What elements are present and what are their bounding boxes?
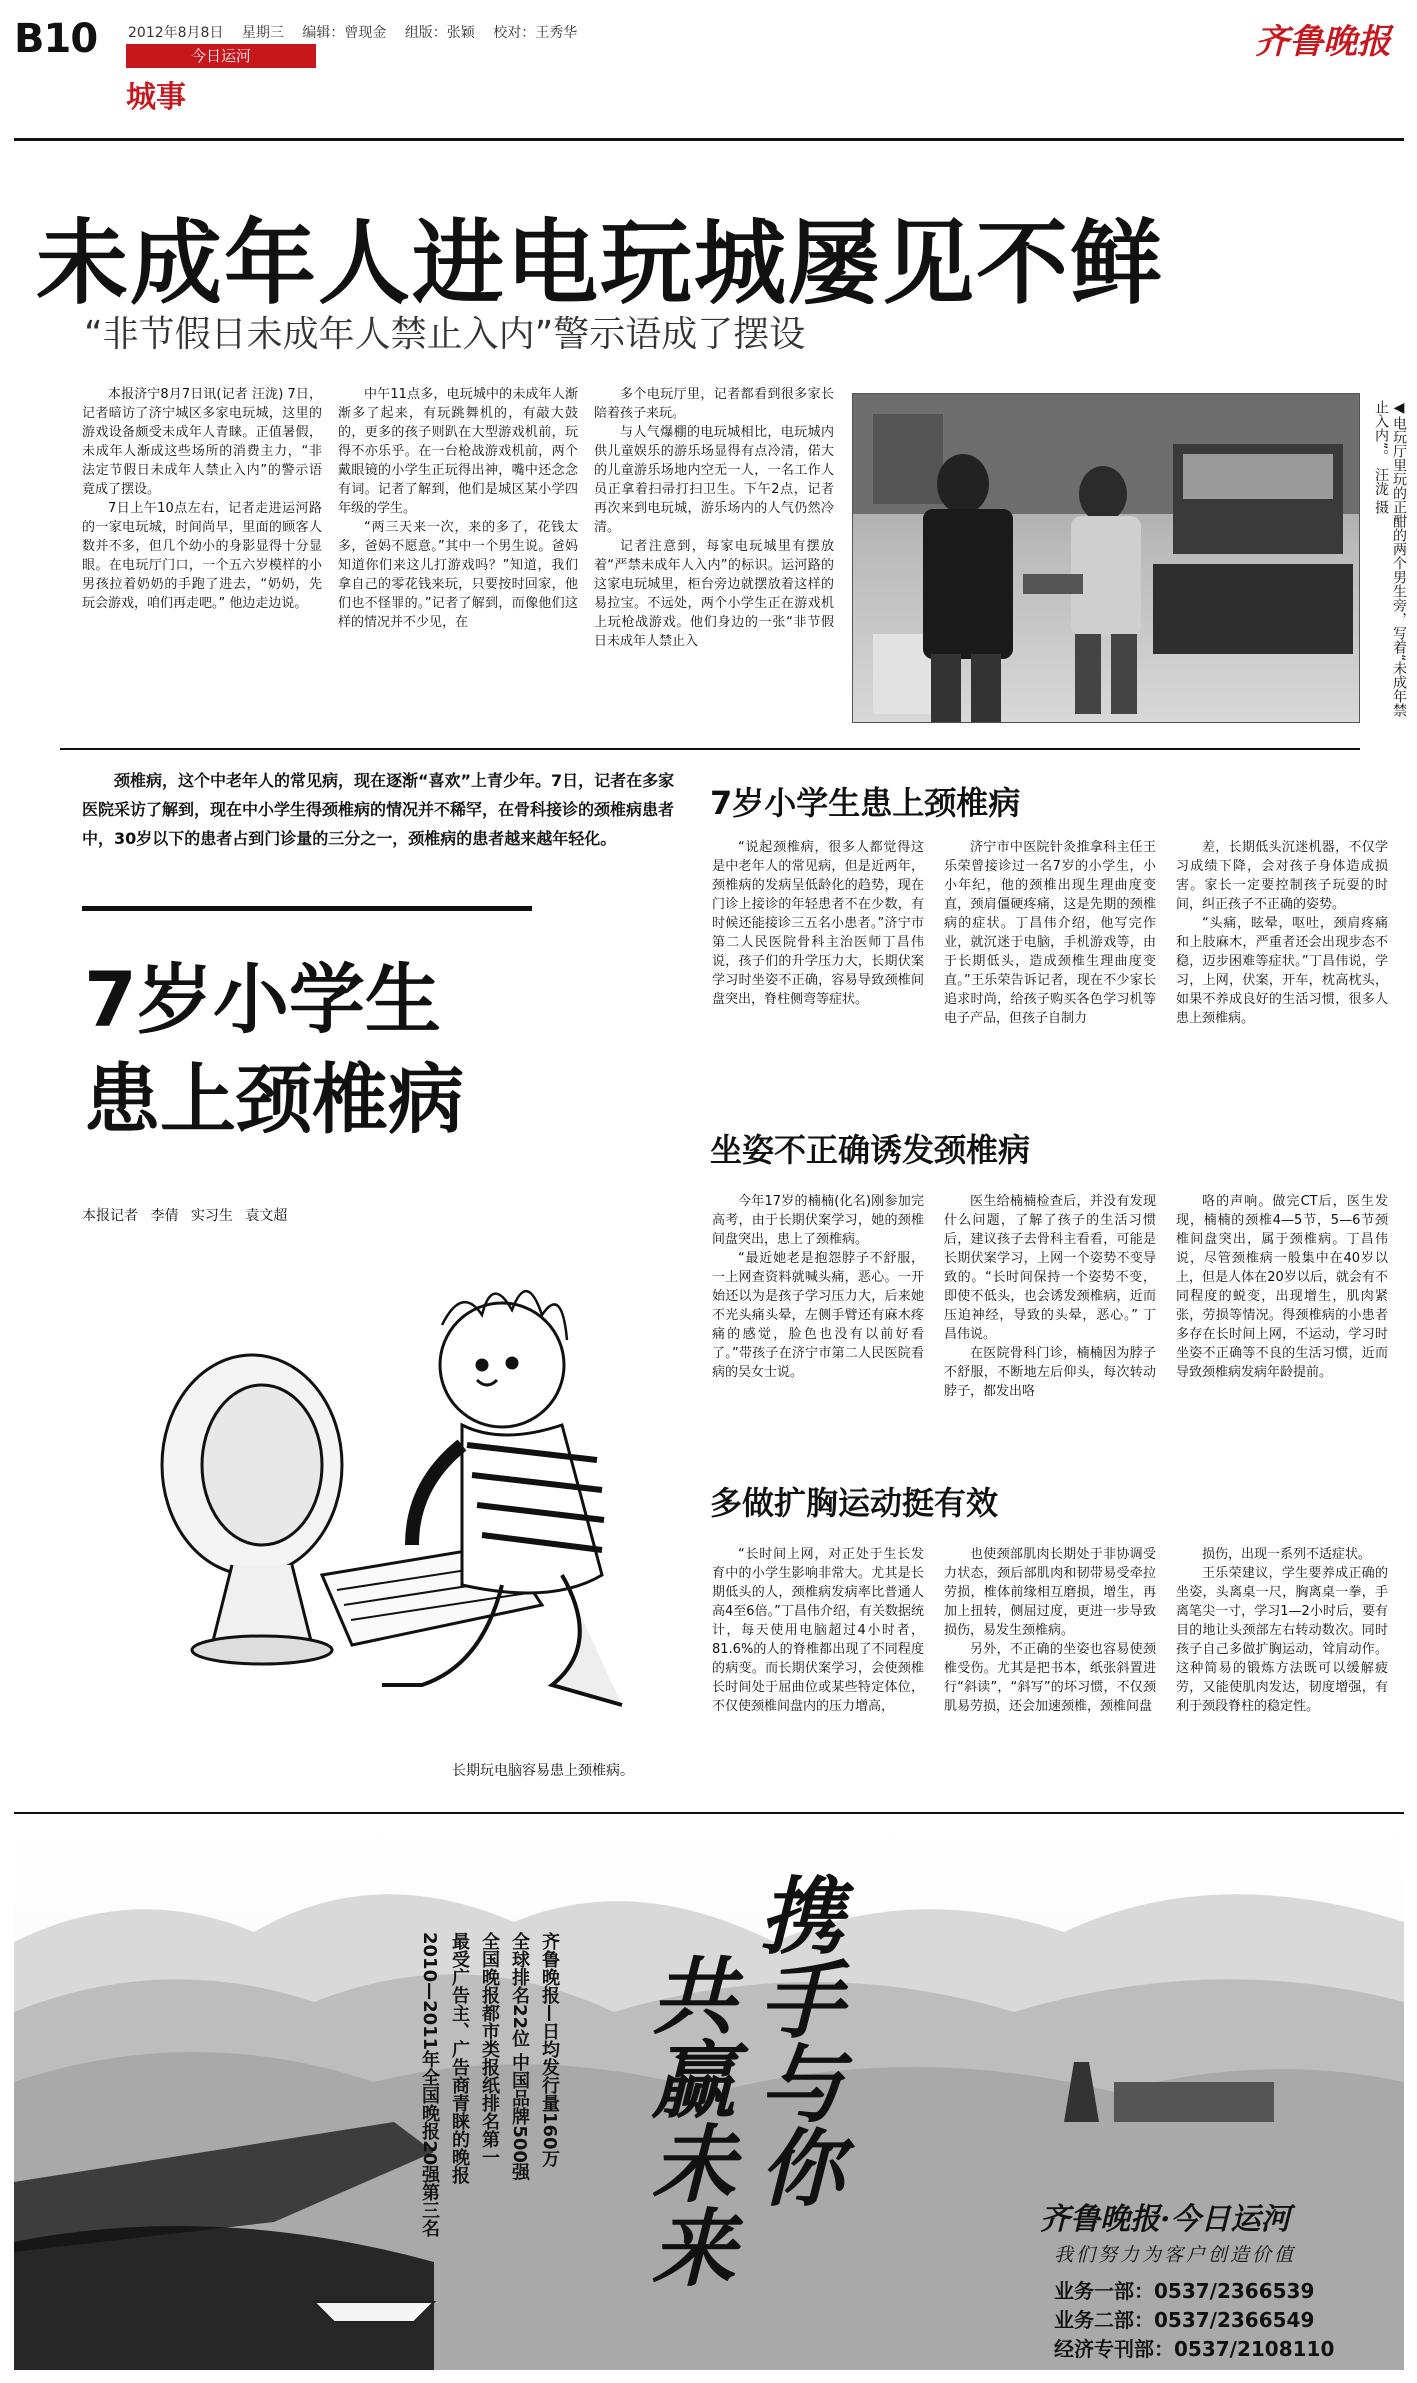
- child-at-computer-illustration: [82, 1245, 672, 1755]
- sub2-col1: 今年17岁的楠楠(化名)刚参加完高考，由于长期伏案学习，她的颈椎间盘突出，患上了颈椎病。 “最近她老是抱怨脖子不舒服，一上网查资料就喊头痛，恶心。一开始还以为是孩子学习压力大，后来她不光头痛头晕，左侧手臂还有麻木疼痛的感觉，脸色也没有以前好看了。”带孩子在济宁市第二人民医院看病的吴女士说。: [712, 1194, 924, 1380]
- story2-lead: 颈椎病，这个中老年人的常见病，现在逐渐“喜欢”上青少年。7日，记者在多家医院采访了解到，现在中小学生得颈椎病的情况并不稀罕，在骨科接诊的颈椎病患者中，30岁以下的患者占到门诊量的三分之一，颈椎病的患者越来越年轻化。: [82, 771, 675, 848]
- sub1-col3: 差，长期低头沉迷机器，不仅学习成绩下降，会对孩子身体造成损害。家长一定要控制孩子玩耍的时间，纠正孩子不正确的姿势。 “头痛，眩晕，呕吐，颈肩疼痛和上肢麻木，严重者还会出现步态不稳，迈步困难等症状。”丁昌伟说，学习，上网，伏案，开车，枕高枕头，如果不养成良好的生活习惯，很多人患上颈椎病。: [1176, 840, 1388, 1026]
- page-number: B10: [14, 16, 98, 62]
- ad-calligraphy-2: 共赢未来: [638, 1952, 737, 2288]
- header-divider: [14, 138, 1404, 141]
- ad-contacts: [1054, 2277, 1334, 2364]
- story1-title: 未成年人进电玩城屡见不鲜: [36, 210, 1165, 317]
- ad-claims: 齐鲁晚报—日均发行量160万 全球排名22位 中国品牌500强 全国晚报都市类报纸排名第一 最受广告主、广告商青睐的晚报 2010—2011年全国晚报20强第三名: [419, 1932, 560, 2238]
- contact-dept-2: 业务二部：0537/2366549: [1054, 2308, 1315, 2332]
- sub1-col2: 济宁市中医院针灸推拿科主任王乐荣曾接诊过一名7岁的小学生，小小年纪，他的颈椎出现生理曲度变直，颈肩僵硬疼痛，这是先期的颈椎病的症状。丁昌伟介绍，他写完作业，就沉迷于电脑，手机游戏等，由于长期低头，造成颈椎生理曲度变直。”王乐荣告诉记者，现在不少家长追求时尚，给孩子购买各色学习机等电子产品，但孩子自制力: [944, 840, 1156, 1026]
- sub3-col1: “长时间上网，对正处于生长发育中的小学生影响非常大。尤其是长期低头的人，颈椎病发病率比普通人高4至6倍。”丁昌伟介绍，有关数据统计，每天使用电脑超过4小时者，81.6%的人的脊椎都出现了不同程度的病变。而长期伏案学习，会使颈椎长时间处于屈曲位或某些特定体位，不仅使颈椎间盘内的压力增高，: [712, 1547, 924, 1714]
- ad-slogan: 我们努力为客户创造价值: [1054, 2244, 1297, 2266]
- sub1-col1: “说起颈椎病，很多人都觉得这是中老年人的常见病，但是近两年，颈椎病的发病呈低龄化的趋势，现在门诊上接诊的年轻患者不在少数，有时候还能接诊三五名小患者。”济宁市第二人民医院骨科主治医师丁昌伟说，孩子们的升学压力大，长期伏案学习时坐姿不正确，容易导致颈椎间盘突出，脊柱侧弯等症状。: [712, 840, 924, 1007]
- section-title: 城事: [126, 80, 186, 115]
- ad-calligraphy-1: 携手与你: [746, 1872, 845, 2208]
- masthead-logo: 齐鲁晚报: [1255, 22, 1391, 62]
- contact-dept-3: 经济专刊部：0537/2108110: [1054, 2337, 1335, 2361]
- contact-dept-1: 业务一部：0537/2366539: [1054, 2279, 1315, 2303]
- sub1-title: 7岁小学生患上颈椎病: [710, 784, 1021, 822]
- illustration-caption: 长期玩电脑容易患上颈椎病。: [452, 1763, 634, 1779]
- advertisement: [14, 1822, 1404, 2370]
- story-divider: [60, 748, 1360, 750]
- story1-col2: 中午11点多，电玩城中的未成年人渐渐多了起来，有玩跳舞机的，有敲大鼓的，更多的孩子则趴在大型游戏机前，玩得不亦乐乎。在一台枪战游戏机前，两个戴眼镜的小学生正玩得出神，嘴中还念念有词。记者了解到，他们是城区某小学四年级的学生。 “两三天来一次，来的多了，花钱太多，爸妈不愿意。”其中一个男生说。爸妈知道你们来这儿打游戏吗？”知道，我们拿自己的零花钱来玩，只要按时回家，他们也不怪罪的。”记者了解到，而像他们这样的情况并不少见，在: [338, 387, 578, 630]
- ad-top-rule: [14, 1812, 1404, 1814]
- story1-col3: 多个电玩厅里，记者都看到很多家长陪着孩子来玩。 与人气爆棚的电玩城相比，电玩城内供儿童娱乐的游乐场显得有点冷清，偌大的儿童游乐场地内空无一人，一名工作人员正拿着扫帚打扫卫生。下午2点，记者再次来到电玩城，游乐场内的人气仍然冷清。 记者注意到，每家电玩城里有摆放着“严禁未成年人入内”的标识。运河路的这家电玩城里，柜台旁边就摆放着这样的易拉宝。不远处，两个小学生正在游戏机上玩枪战游戏。他们身边的一张“非节假日未成年人禁止入: [594, 387, 834, 649]
- lead-underline: [82, 906, 532, 911]
- arcade-photo-scene: [853, 394, 1360, 723]
- sub3-col3: 损伤，出现一系列不适症状。 王乐荣建议，学生要养成正确的坐姿，头离桌一尺，胸离桌一拳，手离笔尖一寸，学习1—2小时后，要有目的地让头颈部左右转动数次。同时孩子自己多做扩胸运动，耸肩动作。这种简易的锻炼方法既可以缓解疲劳，又能使肌肉发达，韧度增强，有利于颈段脊柱的稳定性。: [1176, 1547, 1388, 1714]
- illustration-box: [82, 1245, 672, 1785]
- story2-byline: 本报记者 李倩 实习生 袁文超: [82, 1208, 288, 1224]
- arcade-photo: [852, 393, 1360, 723]
- header-meta: 2012年8月8日 星期三 编辑：曾现金 组版：张颖 校对：王秀华: [128, 25, 578, 41]
- photo-caption: ◀电玩厅里玩的正酣的两个男生旁，写着“未成年禁止入内”。 汪泷 摄: [1373, 400, 1407, 718]
- section-tag: 今日运河: [126, 44, 316, 68]
- ad-brand: 齐鲁晚报·今日运河: [1040, 2202, 1291, 2237]
- story1-subtitle: “非节假日未成年人禁止入内”警示语成了摆设: [84, 314, 806, 355]
- sub3-title: 多做扩胸运动挺有效: [710, 1484, 999, 1522]
- sub3-col2: 也使颈部肌肉长期处于非协调受力状态，颈后部肌肉和韧带易受牵拉劳损，椎体前缘相互磨损，增生，再加上扭转，侧屈过度，更进一步导致损伤，易发生颈椎病。 另外，不正确的坐姿也容易使颈椎受伤。尤其是把书本，纸张斜置进行“斜读”，“斜写”的坏习惯，不仅颈肌易劳损，还会加速颈椎，颈椎间盘: [944, 1547, 1156, 1714]
- sub2-col2: 医生给楠楠检查后，并没有发现什么问题，了解了孩子的生活习惯后，建议孩子去骨科主看看，可能是长期伏案学习，上网一个姿势不变导致的。“长时间保持一个姿势不变，即使不低头，也会诱发颈椎病，近而压迫神经，导致的头晕，恶心。” 丁昌伟说。 在医院骨科门诊，楠楠因为脖子不舒服，不断地左后仰头，每次转动脖子，都发出咯: [944, 1194, 1156, 1399]
- sub2-col3: 咯的声响。做完CT后，医生发现，楠楠的颈椎4—5节，5—6节颈椎间盘突出，属于颈椎病。丁昌伟说，尽管颈椎病一般集中在40岁以上，但是人体在20岁以后，就会有不同程度的蜕变，出现增生，肌肉紧张，劳损等情况。得颈椎病的小患者多存在长时间上网，不运动，学习时坐姿不正确等不良的生活习惯，近而导致颈椎病发病年龄提前。: [1176, 1194, 1388, 1380]
- page-header: [0, 0, 1417, 130]
- sub2-title: 坐姿不正确诱发颈椎病: [710, 1131, 1031, 1169]
- story1-col1: 本报济宁8月7日讯(记者 汪泷) 7日，记者暗访了济宁城区多家电玩城，这里的游戏设备颇受未成年人青睐。正值暑假，未成年人渐成这些场所的消费主力，“非法定节假日未成年人禁止入内”的警示语竟成了摆设。 7日上午10点左右，记者走进运河路的一家电玩城，时间尚早，里面的顾客人数并不多，但几个幼小的身影显得十分显眼。在电玩厅门口，一个五六岁模样的小男孩拉着奶奶的手跑了进去，“奶奶，先玩会游戏，咱们再走吧。” 他边走边说。: [82, 387, 322, 611]
- story2-big-title: 7岁小学生 患上颈椎病: [84, 955, 464, 1144]
